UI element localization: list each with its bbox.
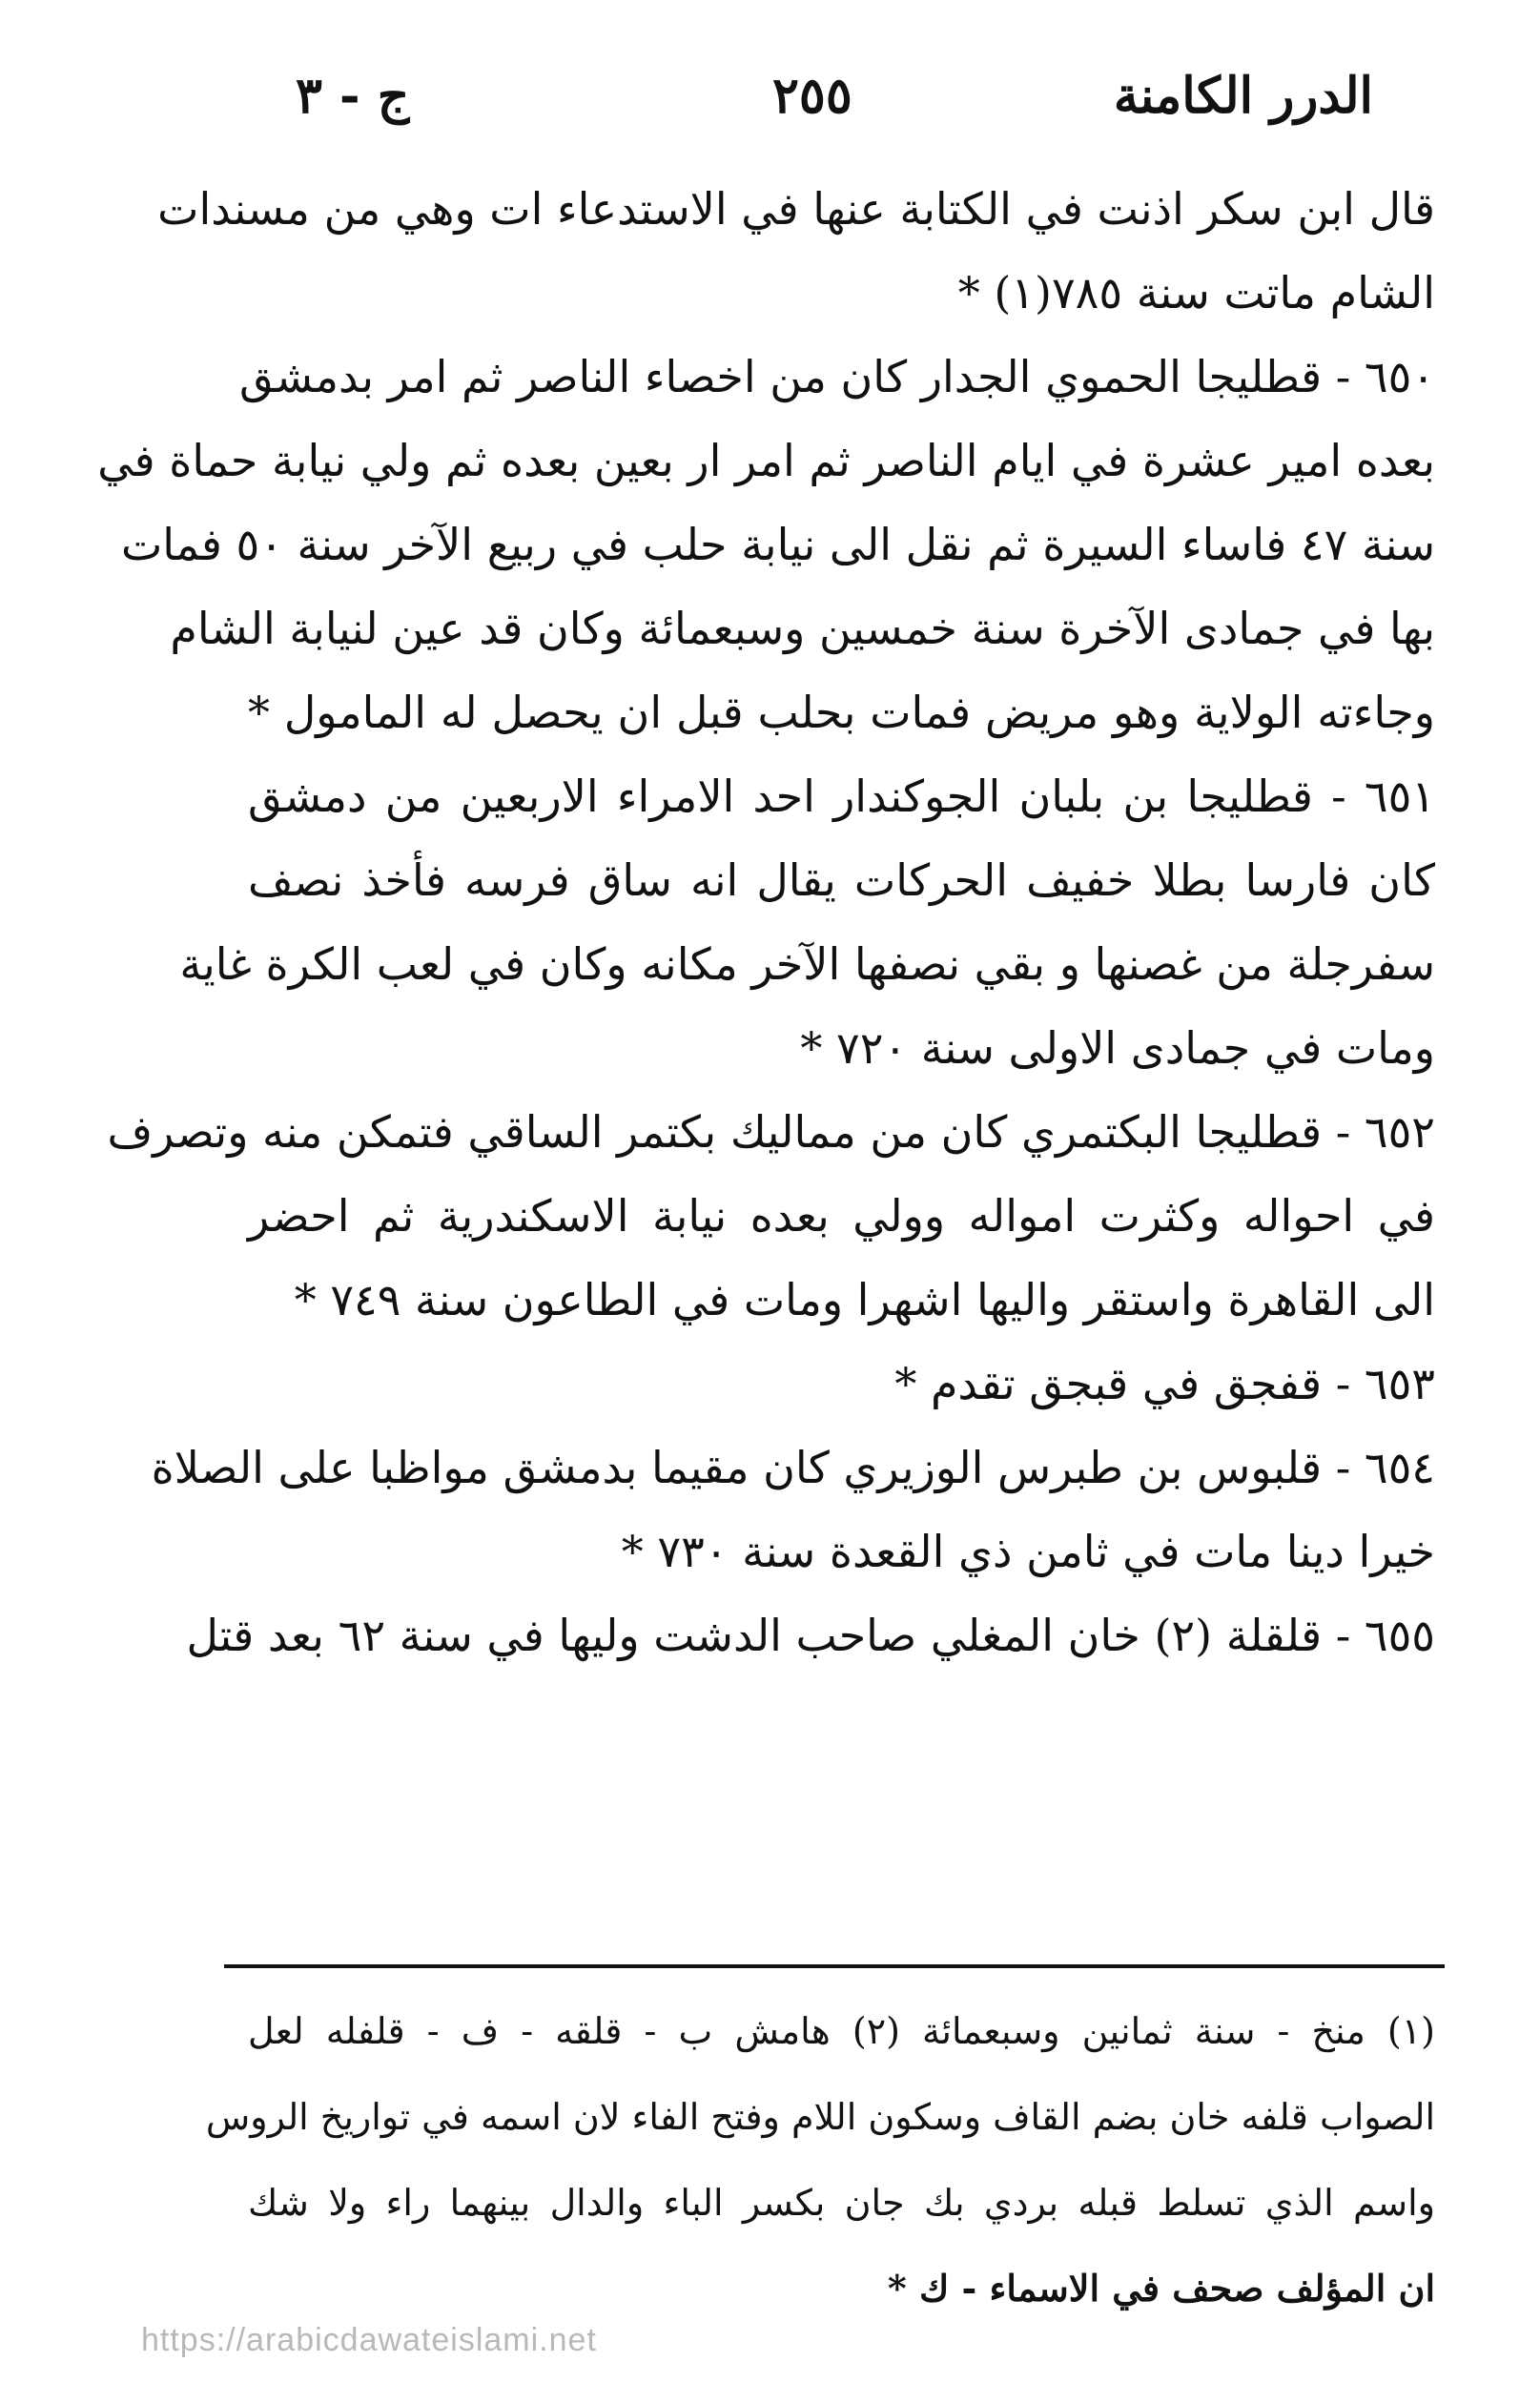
text-line: الى القاهرة واستقر واليها اشهرا ومات في الطاعون سنة ٧٤٩ * [294, 1274, 1435, 1325]
text-line: قال ابن سكر اذنت في الكتابة عنها في الاستدعاء ات وهي من مسندات [157, 183, 1435, 235]
entry-655-line: ٦٥٥ - قلقلة (٢) خان المغلي صاحب الدشت وليها في سنة ٦٢ بعد قتل [186, 1610, 1435, 1661]
text-line: في احواله وكثرت امواله وولي بعده نيابة الاسكندرية ثم احضر [248, 1190, 1435, 1242]
text-line: سنة ٤٧ فاساء السيرة ثم نقل الى نيابة حلب في ربيع الآخر سنة ٥٠ فمات [120, 519, 1435, 570]
text-line: بعده امير عشرة في ايام الناصر ثم امر ار بعين بعده ثم ولي نيابة حماة في [97, 435, 1435, 486]
footnote-line: ان المؤلف صحف في الاسماء - ك * [887, 2267, 1435, 2310]
footnote-line: الصواب قلفه خان بضم القاف وسكون اللام وفتح الفاء لان اسمه في تواريخ الروس [205, 2096, 1435, 2138]
text-line: كان فارسا بطلا خفيف الحركات يقال انه ساق فرسه فأخذ نصف [248, 854, 1435, 906]
entry-651-line: ٦٥١ - قطليجا بن بلبان الجوكندار احد الامراء الاربعين من دمشق [248, 770, 1435, 822]
entry-654-line: ٦٥٤ - قلبوس بن طبرس الوزيري كان مقيما بدمشق مواظبا على الصلاة [151, 1442, 1435, 1493]
entry-650-line: ٦٥٠ - قطليجا الحموي الجدار كان من اخصاء الناصر ثم امر بدمشق [239, 351, 1435, 402]
footnotes [205, 1988, 1435, 2331]
page-number: ٢٥٥ [772, 67, 852, 125]
text-line: الشام ماتت سنة ٧٨٥(١) * [957, 267, 1435, 318]
footnote-line: (١) منخ - سنة ثمانين وسبعمائة (٢) هامش ب - قلقه - ف - قلفله لعل [248, 2010, 1435, 2052]
text-line: خيرا دينا مات في ثامن ذي القعدة سنة ٧٣٠ * [621, 1526, 1435, 1577]
entry-653-line: ٦٥٣ - قفجق في قبجق تقدم * [894, 1358, 1435, 1409]
book-title: الدرر الكامنة [1113, 67, 1373, 125]
text-line: وجاءته الولاية وهو مريض فمات بحلب قبل ان يحصل له المامول * [248, 687, 1435, 738]
footnote-divider [224, 1964, 1445, 1968]
text-line: ومات في جمادى الاولى سنة ٧٢٠ * [800, 1022, 1435, 1074]
main-text [97, 167, 1435, 1677]
page-header [296, 67, 1373, 143]
text-line: سفرجلة من غصنها و بقي نصفها الآخر مكانه وكان في لعب الكرة غاية [179, 938, 1435, 990]
watermark-url: https://arabicdawateislami.net [141, 2322, 597, 2358]
text-line: بها في جمادى الآخرة سنة خمسين وسبعمائة وكان قد عين لنيابة الشام [170, 603, 1435, 654]
volume-label: ج - ٣ [296, 67, 410, 125]
entry-652-line: ٦٥٢ - قطليجا البكتمري كان من مماليك بكتمر الساقي فتمكن منه وتصرف [107, 1106, 1435, 1158]
footnote-line: واسم الذي تسلط قبله بردي بك جان بكسر الباء والدال بينهما راء ولا شك [248, 2182, 1435, 2224]
